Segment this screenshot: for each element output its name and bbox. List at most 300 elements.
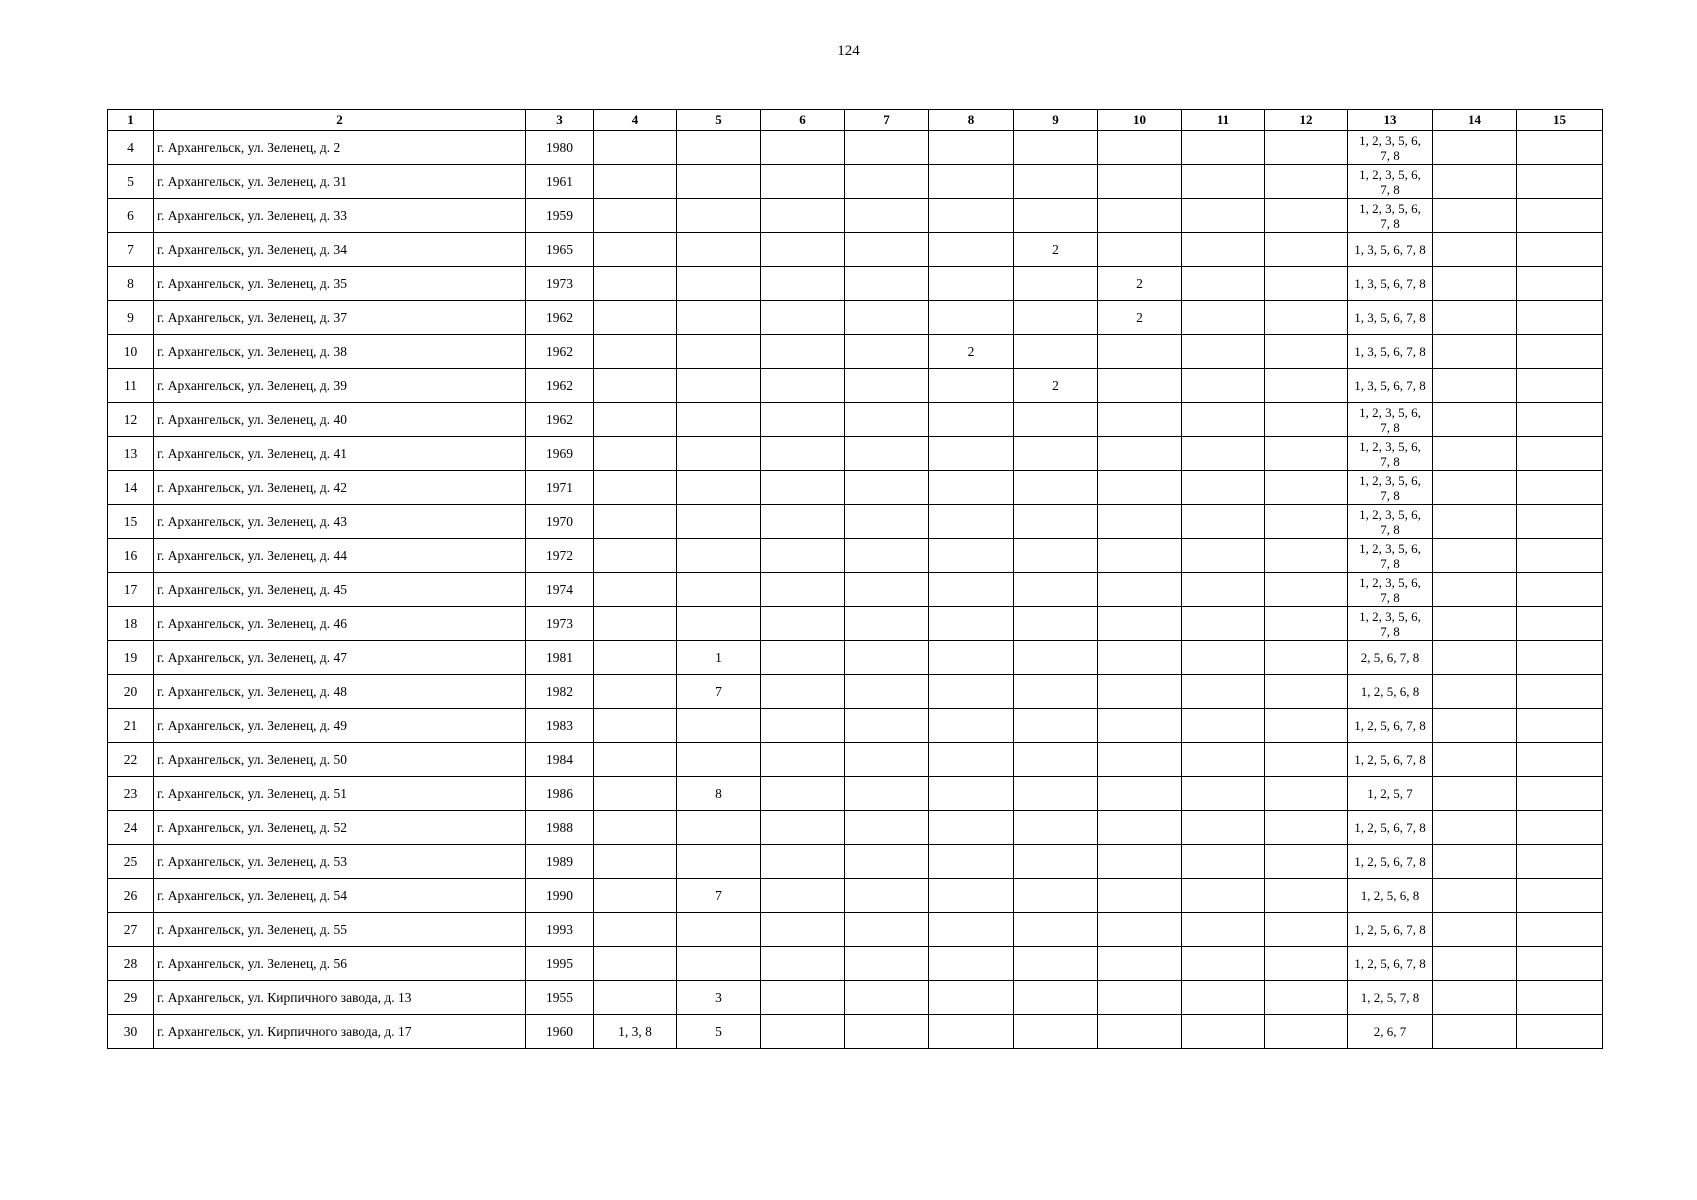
table-cell-col-9 [1014,947,1098,981]
table-cell-col-1: 23 [108,777,154,811]
table-cell-col-13: 1, 2, 5, 6, 7, 8 [1348,811,1433,845]
table-cell-col-7 [845,641,929,675]
table-cell-col-1: 28 [108,947,154,981]
table-cell-col-10 [1098,675,1182,709]
table-row [108,709,1603,743]
table-cell-col-2: г. Архангельск, ул. Зеленец, д. 53 [154,845,526,879]
table-cell-col-2: г. Архангельск, ул. Зеленец, д. 2 [154,131,526,165]
table-cell-col-10 [1098,199,1182,233]
table-cell-col-5 [677,539,761,573]
table-row [108,811,1603,845]
table-cell-col-12 [1265,607,1348,641]
table-cell-col-11 [1182,335,1265,369]
column-header-14: 14 [1433,110,1517,131]
table-cell-col-4 [594,743,677,777]
table-cell-col-8 [929,267,1014,301]
table-cell-col-5: 7 [677,675,761,709]
table-cell-col-15 [1517,233,1603,267]
table-cell-col-10 [1098,743,1182,777]
table-cell-col-6 [761,743,845,777]
table-cell-col-10 [1098,913,1182,947]
table-cell-col-8 [929,607,1014,641]
table-cell-col-11 [1182,675,1265,709]
table-cell-col-5 [677,505,761,539]
table-cell-col-11 [1182,471,1265,505]
table-cell-col-5: 1 [677,641,761,675]
column-header-5: 5 [677,110,761,131]
table-cell-col-1: 26 [108,879,154,913]
table-cell-col-2: г. Архангельск, ул. Зеленец, д. 42 [154,471,526,505]
table-cell-col-12 [1265,471,1348,505]
table-cell-col-9 [1014,505,1098,539]
table-cell-col-11 [1182,845,1265,879]
column-header-1: 1 [108,110,154,131]
table-cell-col-12 [1265,1015,1348,1049]
table-cell-col-4 [594,607,677,641]
table-cell-col-12 [1265,199,1348,233]
table-cell-col-6 [761,471,845,505]
column-header-10: 10 [1098,110,1182,131]
table-cell-col-11 [1182,743,1265,777]
table-cell-col-2: г. Архангельск, ул. Зеленец, д. 33 [154,199,526,233]
table-cell-col-1: 25 [108,845,154,879]
table-cell-col-7 [845,879,929,913]
table-cell-col-9 [1014,471,1098,505]
table-cell-col-6 [761,403,845,437]
table-cell-col-2: г. Архангельск, ул. Зеленец, д. 56 [154,947,526,981]
table-cell-col-14 [1433,607,1517,641]
table-cell-col-3: 1984 [526,743,594,777]
table-cell-col-9 [1014,335,1098,369]
table-cell-col-5 [677,845,761,879]
table-row [108,199,1603,233]
table-cell-col-3: 1974 [526,573,594,607]
table-cell-col-15 [1517,913,1603,947]
table-cell-col-3: 1990 [526,879,594,913]
table-cell-col-8 [929,505,1014,539]
table-cell-col-12 [1265,709,1348,743]
table-cell-col-4 [594,811,677,845]
table-cell-col-9 [1014,437,1098,471]
table-cell-col-10 [1098,1015,1182,1049]
table-cell-col-13: 2, 6, 7 [1348,1015,1433,1049]
table-cell-col-13: 1, 3, 5, 6, 7, 8 [1348,301,1433,335]
column-header-8: 8 [929,110,1014,131]
table-cell-col-14 [1433,539,1517,573]
table-cell-col-8 [929,131,1014,165]
table-row [108,233,1603,267]
table-cell-col-1: 6 [108,199,154,233]
header-row [108,110,1603,131]
table-cell-col-1: 20 [108,675,154,709]
table-cell-col-3: 1970 [526,505,594,539]
table-cell-col-15 [1517,777,1603,811]
table-row [108,573,1603,607]
table-cell-col-8 [929,573,1014,607]
table-cell-col-11 [1182,233,1265,267]
table-cell-col-10 [1098,233,1182,267]
table-cell-col-8 [929,913,1014,947]
table-cell-col-1: 10 [108,335,154,369]
table-cell-col-2: г. Архангельск, ул. Зеленец, д. 31 [154,165,526,199]
table-cell-col-4 [594,131,677,165]
table-cell-col-14 [1433,233,1517,267]
table-cell-col-11 [1182,709,1265,743]
table-cell-col-10 [1098,573,1182,607]
table-cell-col-5: 8 [677,777,761,811]
table-cell-col-3: 1980 [526,131,594,165]
table-row [108,1015,1603,1049]
table-cell-col-5 [677,743,761,777]
table-cell-col-2: г. Архангельск, ул. Зеленец, д. 44 [154,539,526,573]
table-cell-col-14 [1433,573,1517,607]
table-cell-col-13: 1, 3, 5, 6, 7, 8 [1348,267,1433,301]
table-cell-col-1: 17 [108,573,154,607]
table-cell-col-4 [594,947,677,981]
table-cell-col-14 [1433,743,1517,777]
table-cell-col-5 [677,573,761,607]
table-cell-col-3: 1973 [526,607,594,641]
table-cell-col-13: 1, 2, 3, 5, 6, 7, 8 [1348,573,1433,607]
table-cell-col-2: г. Архангельск, ул. Зеленец, д. 45 [154,573,526,607]
table-cell-col-6 [761,369,845,403]
table-cell-col-11 [1182,437,1265,471]
table-cell-col-11 [1182,539,1265,573]
table-cell-col-12 [1265,335,1348,369]
table-cell-col-8 [929,709,1014,743]
table-cell-col-15 [1517,471,1603,505]
table-cell-col-5 [677,165,761,199]
table-cell-col-13: 1, 2, 3, 5, 6, 7, 8 [1348,539,1433,573]
table-cell-col-14 [1433,845,1517,879]
table-cell-col-5 [677,437,761,471]
table-cell-col-4 [594,573,677,607]
table-cell-col-3: 1983 [526,709,594,743]
table-cell-col-1: 19 [108,641,154,675]
table-cell-col-5 [677,131,761,165]
table-cell-col-4 [594,301,677,335]
table-cell-col-14 [1433,913,1517,947]
table-cell-col-3: 1989 [526,845,594,879]
table-cell-col-7 [845,913,929,947]
table-cell-col-7 [845,539,929,573]
table-cell-col-13: 1, 3, 5, 6, 7, 8 [1348,335,1433,369]
table-cell-col-4 [594,777,677,811]
table-cell-col-7 [845,403,929,437]
table-cell-col-7 [845,845,929,879]
table-cell-col-11 [1182,947,1265,981]
table-cell-col-13: 1, 2, 3, 5, 6, 7, 8 [1348,131,1433,165]
table-cell-col-3: 1971 [526,471,594,505]
table-cell-col-14 [1433,947,1517,981]
table-cell-col-9 [1014,539,1098,573]
table-cell-col-13: 1, 2, 5, 6, 7, 8 [1348,743,1433,777]
table-cell-col-6 [761,233,845,267]
table-cell-col-14 [1433,403,1517,437]
table-cell-col-9: 2 [1014,233,1098,267]
table-cell-col-1: 8 [108,267,154,301]
table-cell-col-3: 1972 [526,539,594,573]
table-row [108,913,1603,947]
table-cell-col-9 [1014,403,1098,437]
table-cell-col-5 [677,709,761,743]
table-cell-col-13: 1, 3, 5, 6, 7, 8 [1348,369,1433,403]
table-cell-col-15 [1517,1015,1603,1049]
table-cell-col-13: 1, 2, 3, 5, 6, 7, 8 [1348,471,1433,505]
table-cell-col-4 [594,505,677,539]
table-cell-col-5 [677,403,761,437]
table-cell-col-7 [845,607,929,641]
table-cell-col-7 [845,743,929,777]
table-cell-col-12 [1265,879,1348,913]
table-cell-col-9 [1014,573,1098,607]
table-cell-col-2: г. Архангельск, ул. Зеленец, д. 43 [154,505,526,539]
table-cell-col-13: 1, 2, 5, 6, 8 [1348,675,1433,709]
table-cell-col-8 [929,981,1014,1015]
table-cell-col-4 [594,471,677,505]
table-cell-col-3: 1955 [526,981,594,1015]
table-cell-col-13: 1, 2, 3, 5, 6, 7, 8 [1348,165,1433,199]
table-cell-col-6 [761,131,845,165]
table-cell-col-7 [845,165,929,199]
table-cell-col-13: 1, 3, 5, 6, 7, 8 [1348,233,1433,267]
table-cell-col-11 [1182,505,1265,539]
table-cell-col-7 [845,777,929,811]
table-cell-col-8 [929,641,1014,675]
table-cell-col-7 [845,233,929,267]
table-cell-col-5 [677,913,761,947]
table-cell-col-9 [1014,641,1098,675]
table-cell-col-4 [594,709,677,743]
table-cell-col-9 [1014,301,1098,335]
table-cell-col-4 [594,845,677,879]
table-cell-col-9 [1014,777,1098,811]
table-cell-col-7 [845,335,929,369]
table-cell-col-5: 5 [677,1015,761,1049]
table-cell-col-5: 3 [677,981,761,1015]
table-cell-col-10 [1098,335,1182,369]
table-cell-col-2: г. Архангельск, ул. Зеленец, д. 51 [154,777,526,811]
table-cell-col-9 [1014,981,1098,1015]
table-cell-col-6 [761,607,845,641]
table-cell-col-10 [1098,437,1182,471]
table-cell-col-14 [1433,505,1517,539]
table-cell-col-1: 5 [108,165,154,199]
table-cell-col-7 [845,369,929,403]
table-cell-col-14 [1433,709,1517,743]
table-cell-col-6 [761,505,845,539]
table-cell-col-15 [1517,539,1603,573]
table-cell-col-11 [1182,913,1265,947]
column-header-4: 4 [594,110,677,131]
table-cell-col-12 [1265,539,1348,573]
table-cell-col-5: 7 [677,879,761,913]
table-cell-col-2: г. Архангельск, ул. Зеленец, д. 38 [154,335,526,369]
table-cell-col-6 [761,165,845,199]
table-cell-col-7 [845,573,929,607]
table-cell-col-15 [1517,981,1603,1015]
table-cell-col-11 [1182,641,1265,675]
table-cell-col-8 [929,879,1014,913]
table-cell-col-11 [1182,1015,1265,1049]
table-cell-col-14 [1433,369,1517,403]
table-cell-col-14 [1433,165,1517,199]
table-cell-col-11 [1182,199,1265,233]
table-cell-col-3: 1981 [526,641,594,675]
table-cell-col-8 [929,233,1014,267]
table-cell-col-14 [1433,675,1517,709]
table-cell-col-5 [677,267,761,301]
table-cell-col-5 [677,947,761,981]
table-cell-col-10 [1098,947,1182,981]
table-cell-col-15 [1517,743,1603,777]
table-row [108,641,1603,675]
table-cell-col-13: 2, 5, 6, 7, 8 [1348,641,1433,675]
table-cell-col-5 [677,199,761,233]
table-row [108,131,1603,165]
table-cell-col-10 [1098,709,1182,743]
table-cell-col-5 [677,811,761,845]
table-cell-col-1: 4 [108,131,154,165]
table-cell-col-6 [761,267,845,301]
table-cell-col-14 [1433,199,1517,233]
table-cell-col-9 [1014,845,1098,879]
table-cell-col-1: 15 [108,505,154,539]
table-cell-col-8 [929,811,1014,845]
table-row [108,539,1603,573]
table-cell-col-6 [761,335,845,369]
table-cell-col-8 [929,403,1014,437]
table-row [108,879,1603,913]
table-cell-col-1: 21 [108,709,154,743]
table-cell-col-4 [594,641,677,675]
table-cell-col-2: г. Архангельск, ул. Зеленец, д. 35 [154,267,526,301]
table-cell-col-13: 1, 2, 5, 6, 7, 8 [1348,709,1433,743]
table-cell-col-12 [1265,369,1348,403]
column-header-3: 3 [526,110,594,131]
table-cell-col-12 [1265,437,1348,471]
table-cell-col-13: 1, 2, 3, 5, 6, 7, 8 [1348,505,1433,539]
column-header-9: 9 [1014,110,1098,131]
table-cell-col-10 [1098,165,1182,199]
table-cell-col-12 [1265,165,1348,199]
table-cell-col-6 [761,879,845,913]
table-cell-col-13: 1, 2, 5, 6, 7, 8 [1348,947,1433,981]
table-cell-col-3: 1962 [526,301,594,335]
table-cell-col-15 [1517,199,1603,233]
table-cell-col-12 [1265,743,1348,777]
table-cell-col-4 [594,199,677,233]
table-cell-col-2: г. Архангельск, ул. Зеленец, д. 39 [154,369,526,403]
table-cell-col-8 [929,301,1014,335]
table-cell-col-7 [845,811,929,845]
table-row [108,301,1603,335]
table-cell-col-2: г. Архангельск, ул. Зеленец, д. 34 [154,233,526,267]
column-header-7: 7 [845,110,929,131]
table-cell-col-1: 27 [108,913,154,947]
table-cell-col-5 [677,607,761,641]
table-cell-col-15 [1517,165,1603,199]
table-cell-col-10 [1098,607,1182,641]
table-cell-col-12 [1265,131,1348,165]
table-cell-col-2: г. Архангельск, ул. Зеленец, д. 46 [154,607,526,641]
table-cell-col-10: 2 [1098,267,1182,301]
table-cell-col-9 [1014,913,1098,947]
table-cell-col-9: 2 [1014,369,1098,403]
data-table [107,109,1603,1049]
table-cell-col-15 [1517,437,1603,471]
table-cell-col-5 [677,233,761,267]
table-cell-col-13: 1, 2, 3, 5, 6, 7, 8 [1348,437,1433,471]
table-cell-col-1: 7 [108,233,154,267]
table-cell-col-11 [1182,301,1265,335]
table-cell-col-12 [1265,505,1348,539]
table-cell-col-6 [761,573,845,607]
table-cell-col-8 [929,437,1014,471]
table-cell-col-5 [677,301,761,335]
table-cell-col-13: 1, 2, 5, 6, 7, 8 [1348,845,1433,879]
table-cell-col-1: 30 [108,1015,154,1049]
table-cell-col-13: 1, 2, 5, 7 [1348,777,1433,811]
table-cell-col-14 [1433,267,1517,301]
table-cell-col-14 [1433,641,1517,675]
table-cell-col-4 [594,165,677,199]
table-row [108,777,1603,811]
table-row [108,335,1603,369]
table-cell-col-6 [761,811,845,845]
table-cell-col-3: 1993 [526,913,594,947]
table-cell-col-3: 1962 [526,403,594,437]
table-cell-col-14 [1433,777,1517,811]
table-cell-col-2: г. Архангельск, ул. Зеленец, д. 49 [154,709,526,743]
table-cell-col-11 [1182,879,1265,913]
table-cell-col-13: 1, 2, 5, 7, 8 [1348,981,1433,1015]
table-row [108,845,1603,879]
table-cell-col-2: г. Архангельск, ул. Зеленец, д. 47 [154,641,526,675]
table-cell-col-2: г. Архангельск, ул. Зеленец, д. 52 [154,811,526,845]
table-cell-col-1: 24 [108,811,154,845]
table-cell-col-10 [1098,505,1182,539]
table-cell-col-9 [1014,811,1098,845]
table-cell-col-1: 14 [108,471,154,505]
table-cell-col-11 [1182,369,1265,403]
table-cell-col-12 [1265,845,1348,879]
column-header-11: 11 [1182,110,1265,131]
table-cell-col-10 [1098,369,1182,403]
table-cell-col-11 [1182,811,1265,845]
table-cell-col-8 [929,199,1014,233]
table-cell-col-12 [1265,675,1348,709]
table-cell-col-14 [1433,471,1517,505]
table-cell-col-9 [1014,1015,1098,1049]
table-cell-col-4 [594,267,677,301]
table-cell-col-3: 1995 [526,947,594,981]
table-cell-col-5 [677,471,761,505]
table-cell-col-6 [761,913,845,947]
table-cell-col-12 [1265,573,1348,607]
table-cell-col-14 [1433,879,1517,913]
table-cell-col-4 [594,539,677,573]
column-header-6: 6 [761,110,845,131]
table-cell-col-10: 2 [1098,301,1182,335]
table-cell-col-10 [1098,403,1182,437]
table-cell-col-8 [929,947,1014,981]
table-cell-col-15 [1517,505,1603,539]
table-row [108,947,1603,981]
table-cell-col-8: 2 [929,335,1014,369]
table-row [108,471,1603,505]
table-cell-col-2: г. Архангельск, ул. Зеленец, д. 50 [154,743,526,777]
